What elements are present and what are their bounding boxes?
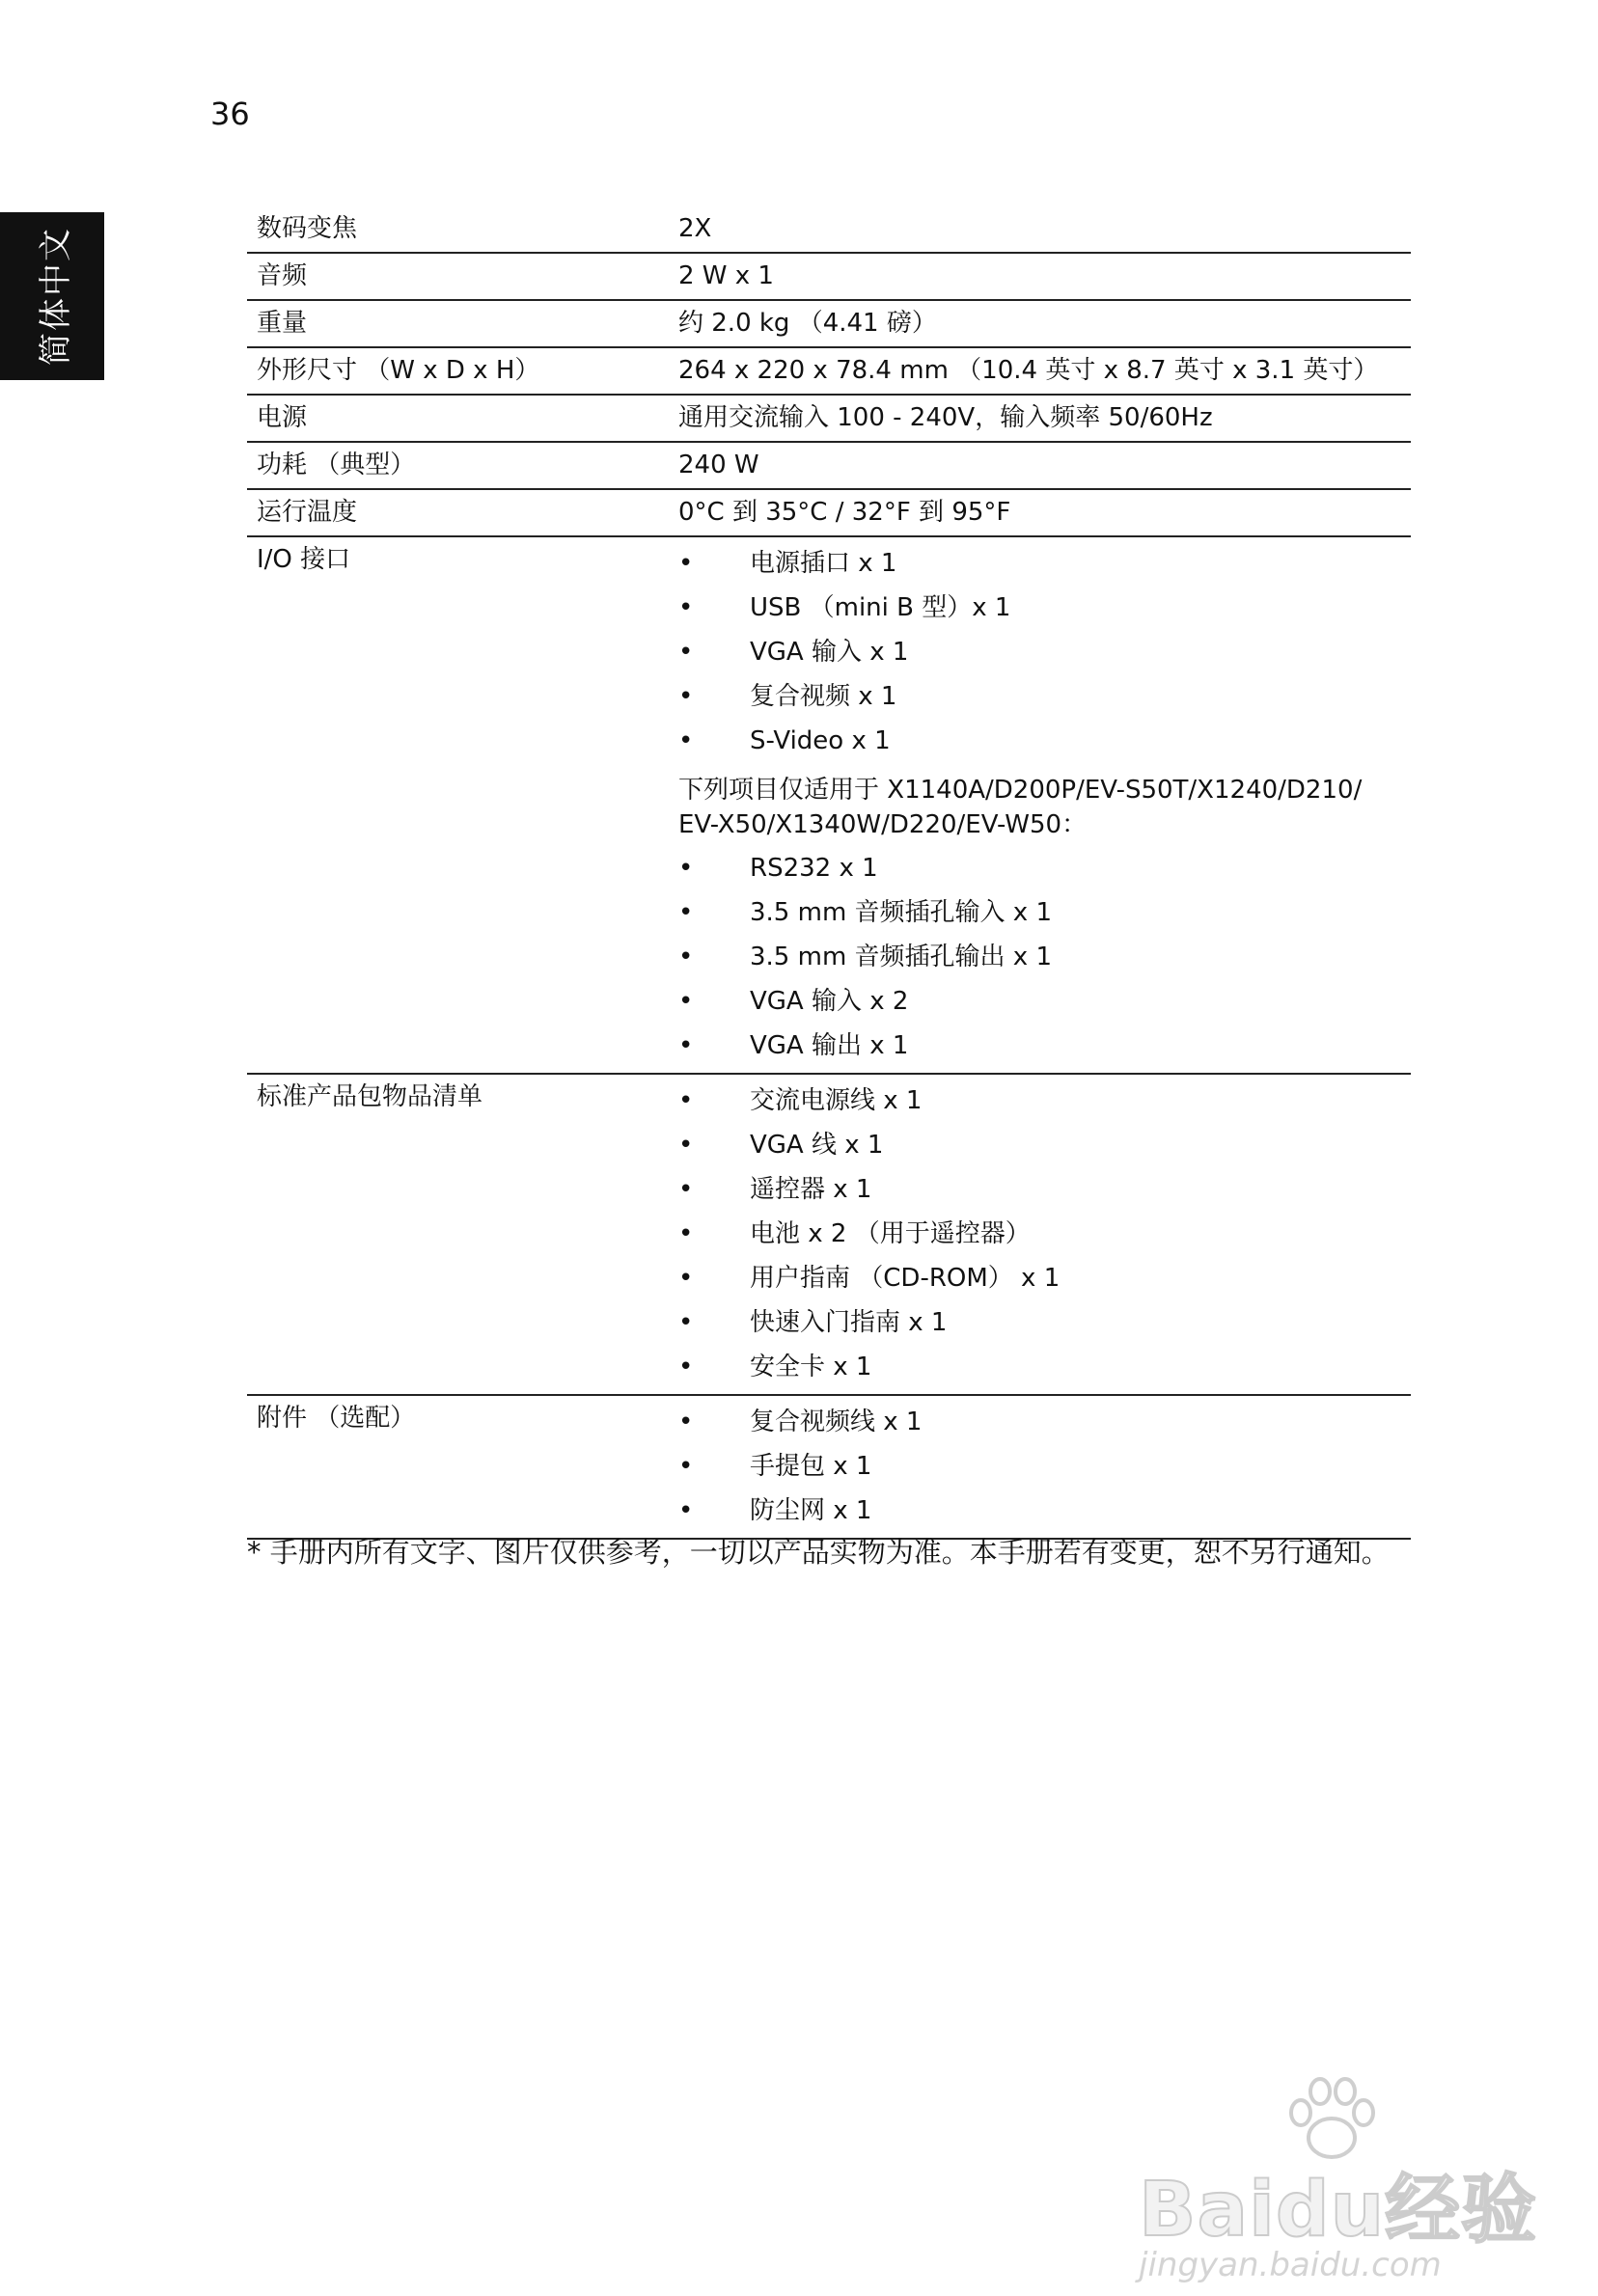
bullet-icon: • [678, 1408, 694, 1436]
list-item [678, 935, 1411, 979]
spec-value: 2X [678, 214, 712, 243]
spec-table [247, 206, 1411, 1540]
bullet-icon: • [678, 987, 694, 1016]
list-item [678, 1300, 1411, 1345]
bullet-icon: • [678, 1175, 694, 1204]
bullet-icon: • [678, 1452, 694, 1481]
list-item-text: 复合视频 x 1 [750, 682, 897, 711]
list-item [678, 1400, 1411, 1444]
list-item [678, 1167, 1411, 1212]
spec-row-io-interfaces [247, 537, 1411, 1075]
list-item-text: 复合视频线 x 1 [750, 1408, 923, 1436]
spec-value: 约 2.0 kg （4.41 磅） [678, 309, 937, 338]
bullet-icon: • [678, 854, 694, 883]
spec-label: 外形尺寸 （W x D x H） [257, 356, 540, 385]
page-number: 36 [210, 96, 250, 132]
list-item-text: RS232 x 1 [750, 854, 878, 883]
io-model-note-line: EV-X50/X1340W/D220/EV-W50： [678, 810, 1088, 839]
bullet-icon: • [678, 726, 694, 755]
list-item [678, 1444, 1411, 1489]
bullet-icon: • [678, 1308, 694, 1337]
spec-value: 通用交流输入 100 - 240V，输入频率 50/60Hz [678, 403, 1213, 432]
list-item [678, 586, 1411, 630]
spec-label: 重量 [257, 309, 308, 338]
bullet-icon: • [678, 898, 694, 927]
watermark [1139, 2074, 1544, 2286]
spec-label: I/O 接口 [257, 545, 351, 574]
spec-label: 功耗 （典型） [257, 451, 416, 479]
spec-row-power-consumption [247, 443, 1411, 490]
list-item [678, 719, 1411, 763]
bullet-icon: • [678, 1219, 694, 1248]
list-item-text: 电源插口 x 1 [750, 549, 897, 578]
spec-value: 2 W x 1 [678, 261, 774, 290]
list-item-text: VGA 线 x 1 [750, 1131, 884, 1160]
bullet-icon: • [678, 943, 694, 971]
language-tab-label: 简体中文 [36, 227, 75, 366]
watermark-logo: Baidu经验 [1139, 2167, 1538, 2254]
list-item-text: 用户指南 （CD-ROM） x 1 [750, 1264, 1061, 1293]
list-item [678, 1123, 1411, 1167]
list-item-text: 遥控器 x 1 [750, 1175, 872, 1204]
list-item-text: 3.5 mm 音频插孔输入 x 1 [750, 898, 1052, 927]
spec-value-list [678, 1075, 1411, 1394]
spec-row-dimensions [247, 348, 1411, 396]
list-item [678, 1024, 1411, 1068]
bullet-icon: • [678, 549, 694, 578]
bullet-icon: • [678, 1086, 694, 1115]
spec-row-power-supply [247, 396, 1411, 443]
list-item-text: 防尘网 x 1 [750, 1496, 872, 1525]
list-item [678, 1256, 1411, 1300]
bullet-icon: • [678, 1131, 694, 1160]
bullet-icon: • [678, 638, 694, 667]
spec-row-package-contents [247, 1075, 1411, 1396]
list-item-text: 快速入门指南 x 1 [750, 1308, 948, 1337]
language-tab [0, 212, 104, 380]
watermark-url: jingyan.baidu.com [1139, 2246, 1442, 2284]
list-item [678, 630, 1411, 674]
spec-label: 运行温度 [257, 498, 358, 527]
spec-value: 264 x 220 x 78.4 mm （10.4 英寸 x 8.7 英寸 x 3.1 英寸） [678, 356, 1379, 385]
list-item [678, 1345, 1411, 1389]
list-item-text: 手提包 x 1 [750, 1452, 872, 1481]
spec-row-accessories [247, 1396, 1411, 1540]
spec-row-operating-temperature [247, 490, 1411, 537]
spec-value-list [678, 537, 1411, 1073]
io-model-note [678, 773, 1411, 842]
list-item-text: 交流电源线 x 1 [750, 1086, 923, 1115]
spec-value-list [678, 1396, 1411, 1538]
spec-row-digital-zoom [247, 206, 1411, 254]
list-item-text: 安全卡 x 1 [750, 1353, 872, 1381]
footnote: * 手册内所有文字、图片仅供参考，一切以产品实物为准。本手册若有变更，恕不另行通知。 [247, 1536, 1390, 1569]
bullet-icon: • [678, 682, 694, 711]
list-item-text: VGA 输出 x 1 [750, 1031, 909, 1060]
list-item-text: VGA 输入 x 2 [750, 987, 909, 1016]
io-model-note-line: 下列项目仅适用于 X1140A/D200P/EV-S50T/X1240/D210/ [678, 776, 1363, 805]
spec-label: 电源 [257, 403, 308, 432]
list-item-text: VGA 输入 x 1 [750, 638, 909, 667]
spec-label: 数码变焦 [257, 214, 358, 243]
spec-label: 标准产品包物品清单 [257, 1082, 483, 1111]
list-item-text: S-Video x 1 [750, 726, 891, 755]
list-item [678, 1212, 1411, 1256]
bullet-icon: • [678, 1353, 694, 1381]
bullet-icon: • [678, 593, 694, 622]
bullet-icon: • [678, 1264, 694, 1293]
list-item [678, 674, 1411, 719]
list-item-text: USB （mini B 型）x 1 [750, 593, 1011, 622]
list-item [678, 1079, 1411, 1123]
list-item-text: 电池 x 2 （用于遥控器） [750, 1219, 1031, 1248]
spec-row-audio [247, 254, 1411, 301]
bullet-icon: • [678, 1496, 694, 1525]
list-item [678, 541, 1411, 586]
bullet-icon: • [678, 1031, 694, 1060]
spec-value: 0°C 到 35°C / 32°F 到 95°F [678, 498, 1011, 527]
spec-label: 附件 （选配） [257, 1404, 416, 1433]
list-item [678, 846, 1411, 890]
list-item [678, 890, 1411, 935]
spec-row-weight [247, 301, 1411, 348]
spec-value: 240 W [678, 451, 759, 479]
list-item-text: 3.5 mm 音频插孔输出 x 1 [750, 943, 1052, 971]
list-item [678, 979, 1411, 1024]
list-item [678, 1489, 1411, 1533]
spec-label: 音频 [257, 261, 308, 290]
